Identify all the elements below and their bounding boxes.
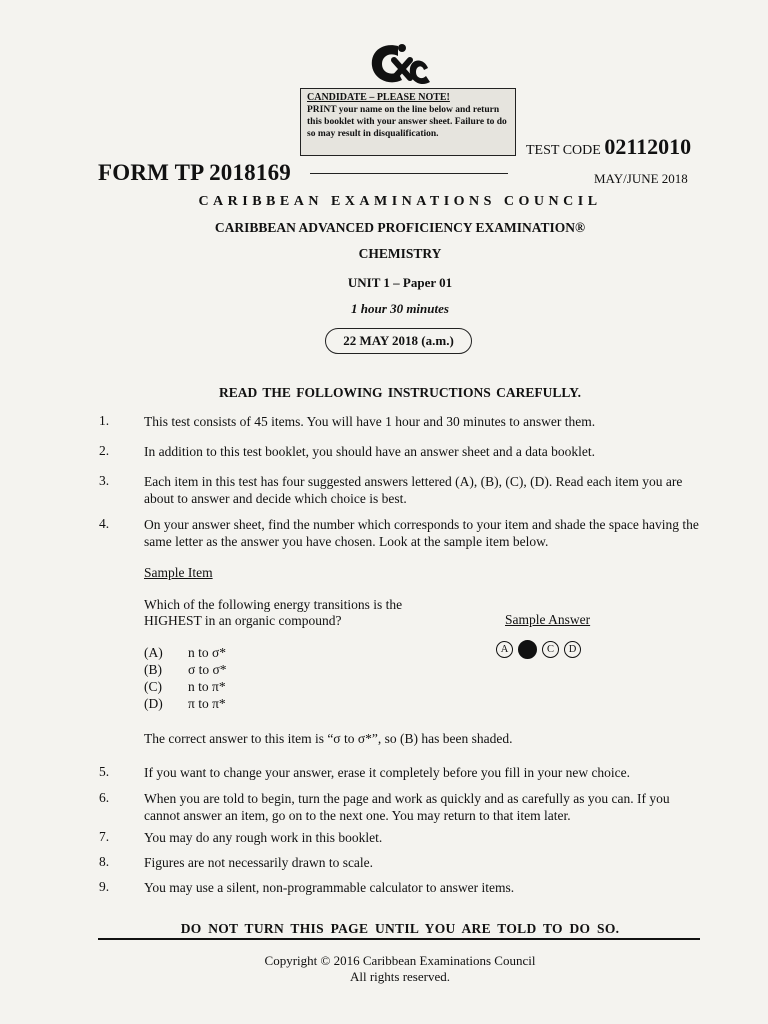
instruction-number: 2. <box>99 443 110 458</box>
test-code <box>526 134 691 160</box>
instruction-text: Figures are not necessarily drawn to scale. <box>144 855 374 870</box>
copyright: Copyright © 2016 Caribbean Examinations Council <box>264 953 536 968</box>
instruction-number: 6. <box>99 790 110 805</box>
answer-bubble-a: A <box>496 641 513 658</box>
subject-name: CHEMISTRY <box>358 246 442 261</box>
instruction-text: You may do any rough work in this booklet. <box>144 830 383 845</box>
sample-correct-answer: The correct answer to this item is “σ to σ*”, so (B) has been shaded. <box>144 731 513 746</box>
notice-body: PRINT your name on the line below and return this booklet with your answer sheet. Failure to do so may result in disqualification. <box>307 105 507 139</box>
rights-reserved: All rights reserved. <box>349 969 450 984</box>
instruction-number: 1. <box>99 413 110 428</box>
instruction-number: 9. <box>99 879 110 894</box>
test-code-label: TEST CODE <box>526 143 601 158</box>
instruction-number: 3. <box>99 473 110 488</box>
instruction-number: 4. <box>99 516 110 531</box>
candidate-notice <box>300 88 516 156</box>
footer-rule <box>98 938 700 940</box>
instructions-heading: READ THE FOLLOWING INSTRUCTIONS CAREFULLY. <box>219 385 581 400</box>
test-code-value: 02112010 <box>604 134 692 159</box>
instruction-text: You may use a silent, non-programmable calculator to answer items. <box>144 880 515 895</box>
option-text: n to π* <box>188 679 226 694</box>
exam-date: 22 MAY 2018 (a.m.) <box>325 328 472 354</box>
answer-bubble-b-shaded <box>518 640 537 659</box>
option-text: n to σ* <box>188 645 227 660</box>
option-text: σ to σ* <box>188 662 227 677</box>
answer-bubble-d: D <box>564 641 581 658</box>
sample-item-label: Sample Item <box>144 565 213 580</box>
instruction-text: Each item in this test has four suggested answers lettered (A), (B), (C), (D). Read each item you are about to answer and decide which choice is best. <box>144 474 683 506</box>
sample-answer-bubbles <box>496 641 581 659</box>
option-letter: (C) <box>144 679 162 694</box>
unit-paper: UNIT 1 – Paper 01 <box>347 275 453 290</box>
instruction-text: This test consists of 45 items. You will have 1 hour and 30 minutes to answer them. <box>144 414 596 429</box>
option-letter: (D) <box>144 696 163 711</box>
instruction-text: On your answer sheet, find the number which corresponds to your item and shade the space having the same letter as the answer you have chosen. Look at the sample item below. <box>144 517 699 549</box>
sample-question: Which of the following energy transitions is the HIGHEST in an organic compound? <box>144 597 403 628</box>
notice-heading: CANDIDATE – PLEASE NOTE! <box>307 92 450 103</box>
instruction-text: In addition to this test booklet, you should have an answer sheet and a data booklet. <box>144 444 596 459</box>
option-letter: (B) <box>144 662 162 677</box>
instruction-text: When you are told to begin, turn the page and work as quickly and as carefully as you can. If you cannot answer an item, go on to the next one. You may return to that item later. <box>144 791 670 823</box>
cxc-logo <box>364 40 436 92</box>
instruction-text: If you want to change your answer, erase it completely before you fill in your new choice. <box>144 765 631 780</box>
option-text: π to π* <box>188 696 226 711</box>
exam-session: MAY/JUNE 2018 <box>594 171 688 186</box>
exam-duration: 1 hour 30 minutes <box>351 301 449 316</box>
exam-name: CARIBBEAN ADVANCED PROFICIENCY EXAMINATION® <box>214 220 586 235</box>
council-name: CARIBBEAN EXAMINATIONS COUNCIL <box>198 194 602 209</box>
candidate-name-line <box>310 173 508 174</box>
do-not-turn-warning: DO NOT TURN THIS PAGE UNTIL YOU ARE TOLD TO DO SO. <box>180 921 620 936</box>
sample-answer-label: Sample Answer <box>505 612 591 627</box>
option-letter: (A) <box>144 645 163 660</box>
instruction-number: 8. <box>99 854 110 869</box>
instruction-number: 5. <box>99 764 110 779</box>
instruction-number: 7. <box>99 829 110 844</box>
answer-bubble-c: C <box>542 641 559 658</box>
form-id: FORM TP 2018169 <box>98 160 291 185</box>
